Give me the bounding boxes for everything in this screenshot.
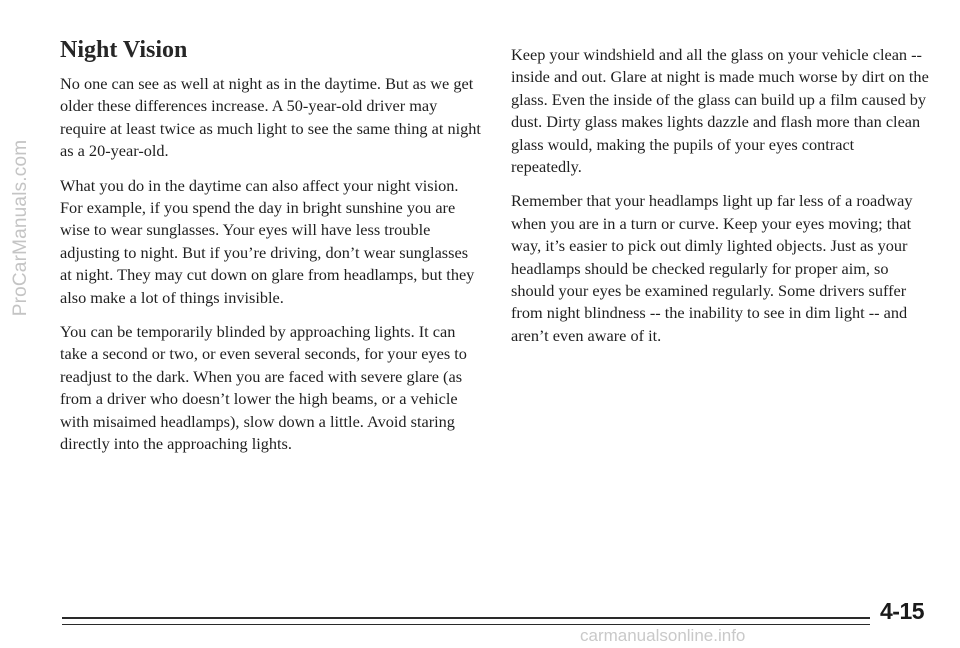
footer-rule-thin bbox=[62, 624, 870, 625]
left-paragraph-1: No one can see as well at night as in the daytime. But as we get older these differences increase. A 50-year-old driver may require at least twice as much light to see the same thing at night as a 20-year-old. bbox=[60, 74, 481, 161]
right-paragraph-1: Keep your windshield and all the glass on your vehicle clean -- inside and out. Glare at night is made much worse by dirt on the glass. Even the inside of the glass can build up a film caused by dust. Dirty glass makes lights dazzle and flash more than clean glass would, making the pupils of your eyes contract repeatedly. bbox=[511, 45, 929, 177]
right-paragraph-2: Remember that your headlamps light up far less of a roadway when you are in a turn or curve. Keep your eyes moving; that way, it’s easier to pick out dimly lighted objects. Just as your headlamps should be checked regularly for proper aim, so should your eyes be examined regularly. Some drivers suffer from night blindness -- the inability to see in dim light -- and aren’t even aware of it. bbox=[511, 191, 913, 345]
page-number: 4-15 bbox=[880, 598, 925, 624]
footer-rule-thick bbox=[62, 617, 870, 619]
right-column bbox=[511, 44, 929, 359]
side-watermark bbox=[0, 0, 42, 648]
left-paragraph-2: What you do in the daytime can also affect your night vision. For example, if you spend the day in bright sunshine you are wise to wear sunglasses. Your eyes will have less trouble adjusting to night. But if you’re driving, don’t wear sunglasses at night. They may cut down on glare from headlamps, but they also make a lot of things invisible. bbox=[60, 175, 475, 307]
bottom-watermark: carmanualsonline.info bbox=[580, 626, 746, 645]
side-watermark-text: ProCarManuals.com bbox=[10, 139, 31, 317]
section-heading: Night Vision bbox=[60, 37, 188, 63]
left-paragraph-3: You can be temporarily blinded by approaching lights. It can take a second or two, or even several seconds, for your eyes to readjust to the dark. When you are faced with severe glare (as from a driver who doesn’t lower the high beams, or a vehicle with misaimed headlamps), slow down a little. Avoid staring directly into the approaching lights. bbox=[60, 322, 467, 454]
left-column bbox=[60, 36, 482, 468]
